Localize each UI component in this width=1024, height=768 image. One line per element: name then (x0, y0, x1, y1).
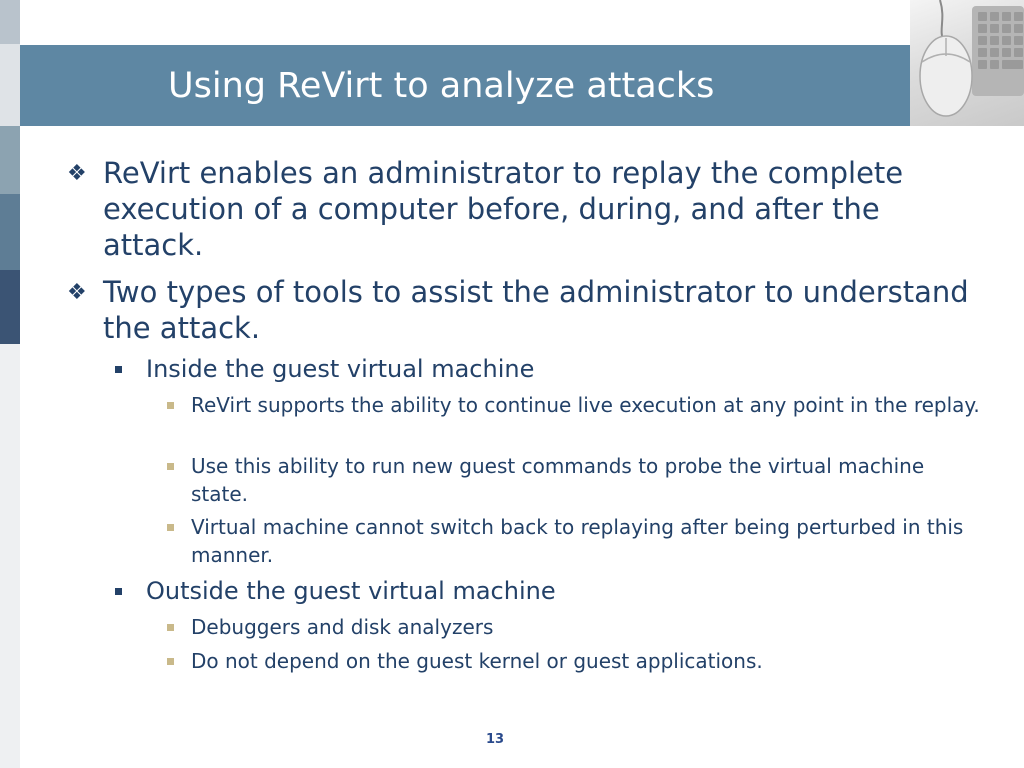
page-number: 13 (485, 732, 505, 747)
sub-sub-bullet (191, 452, 981, 508)
bullet-replay (67, 155, 983, 263)
sub-bullet-inside (146, 354, 976, 384)
sub-sub-bullet-text: Use this ability to run new guest commands to probe the virtual machine state. (191, 454, 925, 506)
sub-sub-bullet (191, 513, 981, 569)
sub-sub-bullet-text: Virtual machine cannot switch back to replaying after being perturbed in this manner. (191, 515, 964, 567)
sub-bullet-outside (146, 576, 976, 606)
square-bullet-icon (167, 524, 174, 531)
sub-bullet-text: Inside the guest virtual machine (146, 355, 535, 383)
square-bullet-icon (167, 624, 174, 631)
slide-title: Using ReVirt to analyze attacks (168, 66, 715, 106)
square-bullet-icon (167, 402, 174, 409)
sub-sub-bullet (191, 647, 981, 675)
diamond-bullet-icon: ❖ (67, 280, 87, 305)
sub-sub-bullet-text: Debuggers and disk analyzers (191, 615, 494, 639)
square-bullet-icon (115, 588, 122, 595)
sub-sub-bullet (191, 391, 981, 419)
sub-bullet-text: Outside the guest virtual machine (146, 577, 556, 605)
bullet-text: ReVirt enables an administrator to replay the complete execution of a computer before, during, and after the attack. (103, 156, 904, 262)
sub-sub-bullet-text: ReVirt supports the ability to continue live execution at any point in the replay. (191, 393, 980, 417)
square-bullet-icon (167, 658, 174, 665)
square-bullet-icon (115, 366, 122, 373)
sub-sub-bullet (191, 613, 981, 641)
bullet-text: Two types of tools to assist the administrator to understand the attack. (103, 275, 969, 345)
square-bullet-icon (167, 463, 174, 470)
bullet-tools (67, 274, 983, 346)
diamond-bullet-icon: ❖ (67, 161, 87, 186)
sub-sub-bullet-text: Do not depend on the guest kernel or guest applications. (191, 649, 763, 673)
